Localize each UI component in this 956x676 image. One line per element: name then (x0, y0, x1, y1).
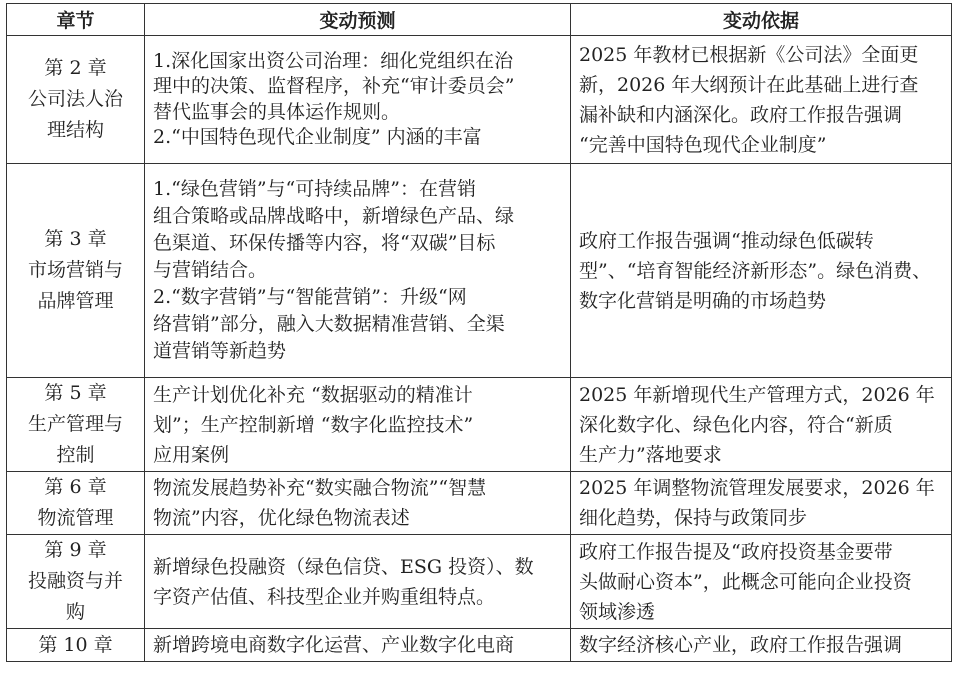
table-row (7, 629, 952, 662)
basis-cell: 数字经济核心产业，政府工作报告强调 (571, 629, 952, 662)
chapter-cell: 第 3 章 市场营销与 品牌管理 (7, 164, 145, 378)
chapter-cell: 第 6 章 物流管理 (7, 472, 145, 535)
prediction-cell: 生产计划优化补充 “数据驱动的精准计 划”；生产控制新增 “数字化监控技术” 应用案例 (145, 378, 571, 472)
table-row (7, 535, 952, 629)
header-chapter: 章节 (7, 4, 145, 36)
basis-cell: 政府工作报告强调“推动绿色低碳转 型”、“培育智能经济新形态”。绿色消费、 数字化营销是明确的市场趋势 (571, 164, 952, 378)
prediction-cell: 1.深化国家出资公司治理：细化党组织在治 理中的决策、监督程序，补充“审计委员会” 替代监事会的具体运作规则。 2.“中国特色现代企业制度” 内涵的丰富 (145, 36, 571, 164)
prediction-cell: 1.“绿色营销”与“可持续品牌”：在营销 组合策略或品牌战略中，新增绿色产品、绿 色渠道、环保传播等内容，将“双碳”目标 与营销结合。 2.“数字营销”与“智能营销”：升级“网 络营销”部分，融入大数据精准营销、全渠 道营销等新趋势 (145, 164, 571, 378)
table-row (7, 164, 952, 378)
chapter-cell: 第 10 章 (7, 629, 145, 662)
chapter-change-table (6, 3, 952, 662)
chapter-cell: 第 5 章 生产管理与 控制 (7, 378, 145, 472)
prediction-cell: 物流发展趋势补充“数实融合物流”“智慧 物流”内容，优化绿色物流表述 (145, 472, 571, 535)
table-row (7, 36, 952, 164)
table-row (7, 472, 952, 535)
prediction-cell: 新增绿色投融资（绿色信贷、ESG 投资）、数 字资产估值、科技型企业并购重组特点。 (145, 535, 571, 629)
basis-cell: 2025 年调整物流管理发展要求，2026 年 细化趋势，保持与政策同步 (571, 472, 952, 535)
basis-cell: 政府工作报告提及“政府投资基金要带 头做耐心资本”，此概念可能向企业投资 领域渗透 (571, 535, 952, 629)
table-row (7, 378, 952, 472)
basis-cell: 2025 年教材已根据新《公司法》全面更 新，2026 年大纲预计在此基础上进行查 漏补缺和内涵深化。政府工作报告强调 “完善中国特色现代企业制度” (571, 36, 952, 164)
header-basis: 变动依据 (571, 4, 952, 36)
chapter-cell: 第 9 章 投融资与并 购 (7, 535, 145, 629)
chapter-cell: 第 2 章 公司法人治 理结构 (7, 36, 145, 164)
basis-cell: 2025 年新增现代生产管理方式，2026 年 深化数字化、绿色化内容，符合“新质 生产力”落地要求 (571, 378, 952, 472)
header-prediction: 变动预测 (145, 4, 571, 36)
header-row (7, 4, 952, 36)
prediction-cell: 新增跨境电商数字化运营、产业数字化电商 (145, 629, 571, 662)
